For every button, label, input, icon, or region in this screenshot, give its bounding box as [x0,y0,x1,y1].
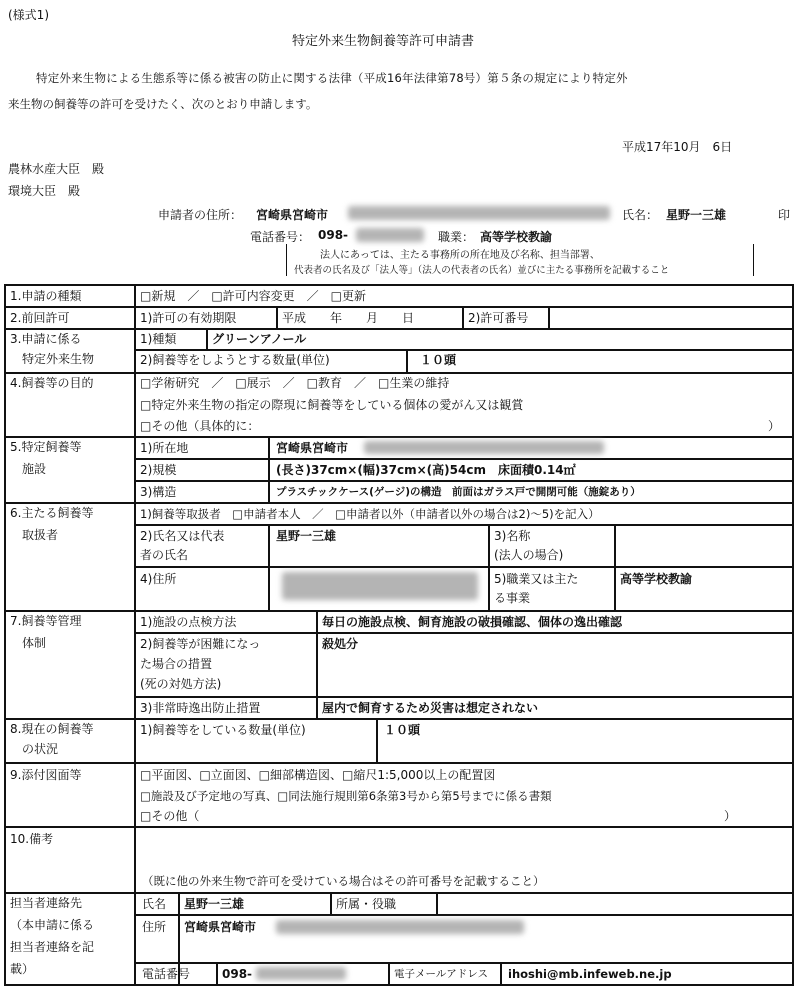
section-7-label-2: 体制 [22,636,47,650]
handler-occupation-label-2: る事業 [494,591,531,605]
form-number: (様式1) [8,8,49,22]
section-2-label: 2.前回許可 [10,311,70,325]
row-divider [4,306,794,308]
note-line-2: 代表者の氏名及び「法人等」（法人の代表者の氏名）並びに主たる事務所を記載すること [294,265,670,276]
col-divider [268,524,270,610]
col-divider [488,524,490,610]
emergency-measures-value: 屋内で飼育するため災害は想定されない [322,701,539,715]
handler-name-label-2: 者の氏名 [140,548,189,562]
seal-mark: 印 [778,208,791,222]
note-line-1: 法人にあっては、主たる事務所の所在地及び名称、担当部署、 [320,250,600,261]
previous-permit-number-label: 2)許可番号 [468,311,529,325]
col-divider [406,349,408,372]
difficulty-measures-value: 殺処分 [322,637,359,651]
label-column-divider [134,284,136,986]
difficulty-measures-label-1: 2)飼養等が困難になっ [140,637,261,651]
row-divider [4,372,794,374]
difficulty-measures-label-2: た場合の措置 [140,657,213,671]
contact-label-4: 載） [10,962,35,976]
handler-name-value: 星野一三雄 [276,529,337,543]
applicant-name-label: 氏名： [622,208,659,222]
section-5-label-2: 施設 [22,462,47,476]
redacted-phone [356,228,424,242]
col-divider [316,610,318,718]
row-divider [4,762,794,764]
handler-address-label: 4)住所 [140,572,177,586]
col-divider [614,524,616,610]
row-divider [4,892,794,894]
contact-address-label: 住所 [142,920,167,934]
contact-address-value: 宮崎県宮崎市 [184,920,257,934]
contact-label-1: 担当者連絡先 [10,896,83,910]
redacted-address [348,206,610,220]
application-type-options: □新規 ／ □許可内容変更 ／ □更新 [140,289,367,303]
difficulty-measures-label-3: (死の対処方法) [140,677,222,691]
attachments-other: □その他（ [140,809,200,823]
section-8-label-2: の状況 [22,742,59,756]
page-title: 特定外来生物飼養等許可申請書 [292,34,475,49]
emergency-measures-label: 3)非常時逸出防止措置 [140,701,261,715]
phone-value: 098- [318,228,349,242]
occupation-label: 職業： [438,230,475,244]
purpose-other: □その他（具体的に： [140,419,260,433]
row-divider [4,826,794,828]
col-divider [216,962,218,984]
facility-size-value: (長さ)37cm×(幅)37cm×(高)54cm 床面積0.14㎡ [276,463,576,477]
remarks-note: （既に他の外来生物で許可を受けている場合はその許可番号を記載すること） [142,874,545,888]
col-divider [330,892,332,914]
applicant-address-label: 申請者の住所： [158,208,243,222]
section-6-label-2: 取扱者 [22,528,59,542]
section-5-label-1: 5.特定飼養等 [10,440,82,454]
col-divider [388,962,390,984]
purpose-options-line-1: □学術研究 ／ □展示 ／ □教育 ／ □生業の維持 [140,376,450,390]
section-10-label: 10.備考 [10,832,54,846]
section-4-label: 4.飼養等の目的 [10,376,94,390]
section-8-label-1: 8.現在の飼養等 [10,722,94,736]
section-7-label-1: 7.飼養等管理 [10,614,82,628]
quantity-value: １０頭 [420,353,457,367]
row-divider [4,328,794,330]
redacted-contact-phone [256,967,346,980]
contact-email-label: 電子メールアドレス [394,968,488,980]
occupation-value: 高等学校教諭 [480,230,553,244]
col-divider [500,962,502,984]
handler-options: 1)飼養等取扱者 □申請者本人 ／ □申請者以外（申請者以外の場合は2)～5)を記入） [140,507,600,521]
row-divider [136,696,794,698]
handler-org-label-2: (法人の場合) [494,548,564,562]
species-label: 1)種類 [140,332,177,346]
handler-occupation-value: 高等学校教諭 [620,572,693,586]
purpose-other-close: ） [768,419,781,433]
facility-location-label: 1)所在地 [140,441,189,455]
redacted-contact-address [276,920,524,934]
facility-structure-label: 3)構造 [140,485,177,499]
section-3-label-1: 3.申請に係る [10,332,82,346]
redacted-facility-address [364,441,604,454]
table-border-top [4,284,794,286]
contact-email-value: ihoshi@mb.infeweb.ne.jp [508,967,672,981]
facility-location-value: 宮崎県宮崎市 [276,441,349,455]
row-divider [136,349,794,351]
handler-org-label-1: 3)名称 [494,529,531,543]
row-divider [4,436,794,438]
previous-permit-expiry-value: 平成 年 月 日 [282,311,415,325]
row-divider [136,962,794,964]
application-date: 平成17年10月 6日 [622,140,733,154]
attachments-other-close: ） [724,809,737,823]
addressee-1: 農林水産大臣 殿 [8,162,105,176]
quantity-label: 2)飼養等をしようとする数量(単位) [140,353,330,367]
redacted-handler-address [282,572,478,600]
contact-phone-value: 098- [222,967,253,981]
addressee-2: 環境大臣 殿 [8,184,81,198]
intro-line-1: 特定外来生物による生態系等に係る被害の防止に関する法律（平成16年法律第78号）第５条の規定により特定外 [36,71,628,85]
row-divider [4,610,794,612]
intro-line-2: 来生物の飼養等の許可を受けたく、次のとおり申請します。 [8,97,318,111]
purpose-options-line-2: □特定外来生物の指定の際現に飼養等をしている個体の愛がん又は観賞 [140,398,524,412]
section-6-label-1: 6.主たる飼養等 [10,506,94,520]
section-9-label: 9.添付図面等 [10,768,82,782]
col-divider [376,718,378,762]
inspection-method-label: 1)施設の点検方法 [140,615,237,629]
col-divider [462,306,464,328]
contact-name-label: 氏名 [142,897,167,911]
previous-permit-expiry-label: 1)許可の有効期限 [140,311,237,325]
row-divider [136,566,794,568]
species-value: グリーンアノール [212,332,307,346]
row-divider [136,914,794,916]
applicant-name-value: 星野一三雄 [666,208,727,222]
row-divider [4,502,794,504]
row-divider [4,718,794,720]
row-divider [136,632,794,634]
facility-structure-value: プラスチックケース(ゲージ)の構造 前面はガラス戸で開閉可能（施錠あり） [276,486,641,498]
applicant-address-value: 宮崎県宮崎市 [256,208,329,222]
current-quantity-label: 1)飼養等をしている数量(単位) [140,723,306,737]
row-divider [136,524,794,526]
contact-name-value: 星野一三雄 [184,897,245,911]
section-3-label-2: 特定外来生物 [22,352,95,366]
row-divider [136,458,794,460]
contact-phone-label: 電話番号 [142,967,191,981]
table-border-right [792,284,794,986]
inspection-method-value: 毎日の施設点検、飼育施設の破損確認、個体の逸出確認 [322,615,623,629]
col-divider [206,328,208,350]
table-border-bottom [4,984,794,986]
handler-name-label-1: 2)氏名又は代表 [140,529,225,543]
phone-label: 電話番号： [250,230,311,244]
col-divider [436,892,438,914]
table-border-left [4,284,6,986]
contact-dept-label: 所属・役職 [336,897,397,911]
col-divider [276,306,278,328]
current-quantity-value: １０頭 [384,723,421,737]
col-divider [268,436,270,502]
col-divider [548,306,550,328]
attachments-line-1: □平面図、□立面図、□細部構造図、□縮尺1:5,000以上の配置図 [140,768,496,782]
contact-label-2: （本申請に係る [10,918,95,932]
attachments-line-2: □施設及び予定地の写真、□同法施行規則第6条第3号から第5号までに係る書類 [140,789,552,803]
contact-label-3: 担当者連絡を記 [10,940,95,954]
section-1-label: 1.申請の種類 [10,289,82,303]
row-divider [136,480,794,482]
facility-size-label: 2)規模 [140,463,177,477]
handler-occupation-label-1: 5)職業又は主た [494,572,579,586]
